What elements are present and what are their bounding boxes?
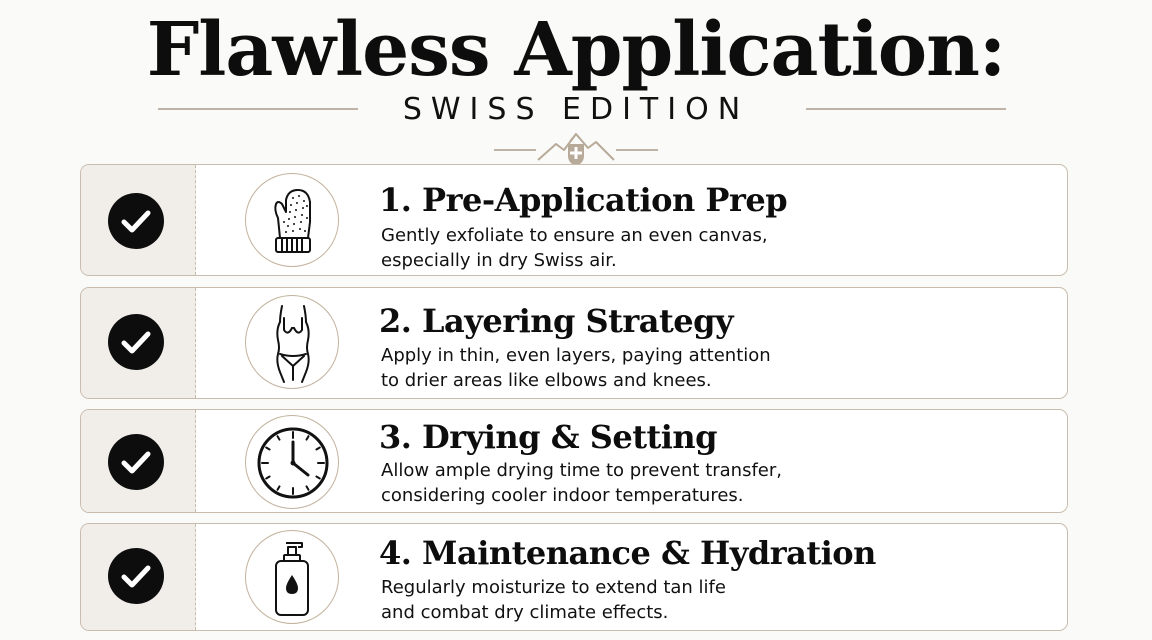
page-subtitle: SWISS EDITION: [402, 92, 750, 127]
checkmark-icon: [108, 548, 164, 604]
step-description-line-1: Gently exfoliate to ensure an even canvas,: [381, 225, 768, 246]
step-description-line-1: Allow ample drying time to prevent transfer,: [381, 460, 783, 481]
step-description-line-1: Regularly moisturize to extend tan life: [381, 577, 726, 598]
lotion-pump-bottle-icon: [245, 530, 339, 624]
step-description-line-2: to drier areas like elbows and knees.: [381, 370, 712, 391]
step-title: 3. Drying & Setting: [379, 418, 718, 456]
page-title: Flawless Application:: [146, 7, 1006, 93]
step-description-line-2: considering cooler indoor temperatures.: [381, 485, 744, 506]
step-title: 1. Pre-Application Prep: [379, 181, 788, 219]
step-description-line-2: and combat dry climate effects.: [381, 602, 669, 623]
step-card-1: [80, 164, 1068, 276]
clock-icon: [245, 415, 339, 509]
body-silhouette-icon: [245, 295, 339, 389]
checkmark-icon: [108, 434, 164, 490]
step-description-line-1: Apply in thin, even layers, paying attention: [381, 345, 771, 366]
step-title: 2. Layering Strategy: [379, 302, 734, 340]
exfoliating-mitt-icon: [245, 173, 339, 267]
step-title: 4. Maintenance & Hydration: [379, 534, 876, 572]
subtitle-rule-right: [806, 108, 1006, 110]
checkmark-icon: [108, 193, 164, 249]
step-card-3: [80, 409, 1068, 513]
step-card-2: [80, 287, 1068, 399]
step-description-line-2: especially in dry Swiss air.: [381, 250, 617, 271]
step-card-4: [80, 523, 1068, 631]
checkmark-icon: [108, 314, 164, 370]
